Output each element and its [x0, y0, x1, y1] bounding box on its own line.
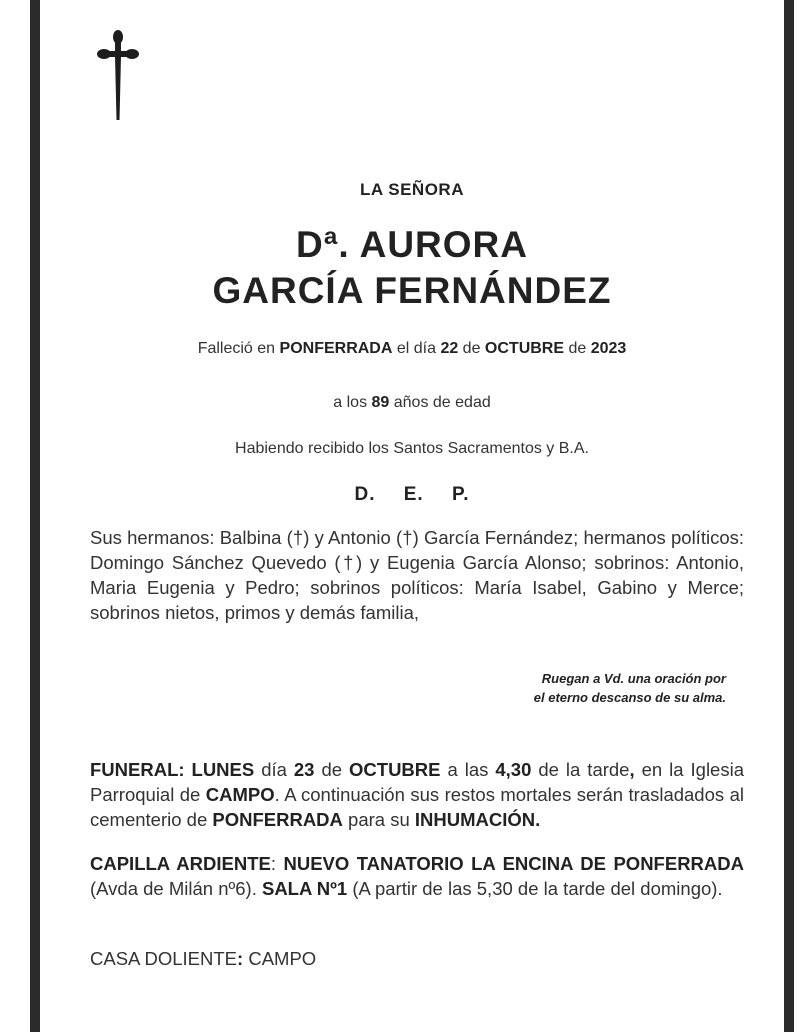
sacraments-text: Habiendo recibido los Santos Sacramentos y B.A.: [235, 440, 589, 457]
age-statement: a los 89 años de edad: [333, 394, 491, 411]
death-day: 22: [440, 340, 459, 357]
dep-text: D. E. P.: [354, 484, 470, 505]
prayer-request: [534, 669, 726, 707]
death-statement: Falleció en PONFERRADA el día 22 de OCTUBRE de 2023: [197, 340, 627, 357]
death-city: PONFERRADA: [279, 340, 393, 357]
cemetery-name: PONFERRADA: [212, 809, 343, 830]
right-border: [784, 0, 794, 1032]
chapel-room: SALA Nº1: [261, 878, 348, 899]
mourning-house: CASA DOLIENTE: CAMPO: [90, 948, 317, 969]
funeral-label: FUNERAL: LUNES: [90, 759, 255, 780]
death-year: 2023: [590, 340, 627, 357]
chapel-paragraph: CAPILLA ARDIENTE: NUEVO TANATORIO LA ENCINA DE PONFERRADA (Avda de Milán nº6). SALA Nº1 (A partir de las 5,30 de la tarde del domingo).: [90, 853, 744, 899]
obituary-card: [40, 0, 784, 1032]
deceased-name-line1: Dª. AURORA: [296, 224, 528, 265]
family-paragraph: Sus hermanos: Balbina (†) y Antonio (†) García Fernández; hermanos políticos: Domingo Sánchez Quevedo (†) y Eugenia García Alonso; sobrinos: Antonio, Maria Eugenia y Pedro; sobrinos políticos: María Isabel, Gabino y Merce; sobrinos nietos, primos y demás familia,: [90, 527, 744, 623]
funeral-paragraph: FUNERAL: LUNES día 23 de OCTUBRE a las 4,30 de la tarde, en la Iglesia Parroquial de CAMPO. A continuación sus restos mortales serán trasladados al cementerio de PONFERRADA para su INHUMACIÓN.: [90, 759, 744, 830]
deceased-name-line2: GARCÍA FERNÁNDEZ: [212, 270, 612, 311]
honorific-title: LA SEÑORA: [360, 180, 464, 199]
chapel-venue: NUEVO TANATORIO LA ENCINA DE PONFERRADA: [283, 853, 744, 874]
cross-icon: [96, 30, 140, 122]
chapel-label: CAPILLA ARDIENTE: [90, 853, 271, 874]
left-border: [30, 0, 40, 1032]
prayer-line-2: el eterno descanso de su alma.: [533, 690, 726, 705]
prayer-line-1: Ruegan a Vd. una oración por: [541, 671, 726, 686]
age-years: 89: [371, 394, 390, 411]
death-month: OCTUBRE: [484, 340, 565, 357]
funeral-place: CAMPO: [205, 784, 275, 805]
